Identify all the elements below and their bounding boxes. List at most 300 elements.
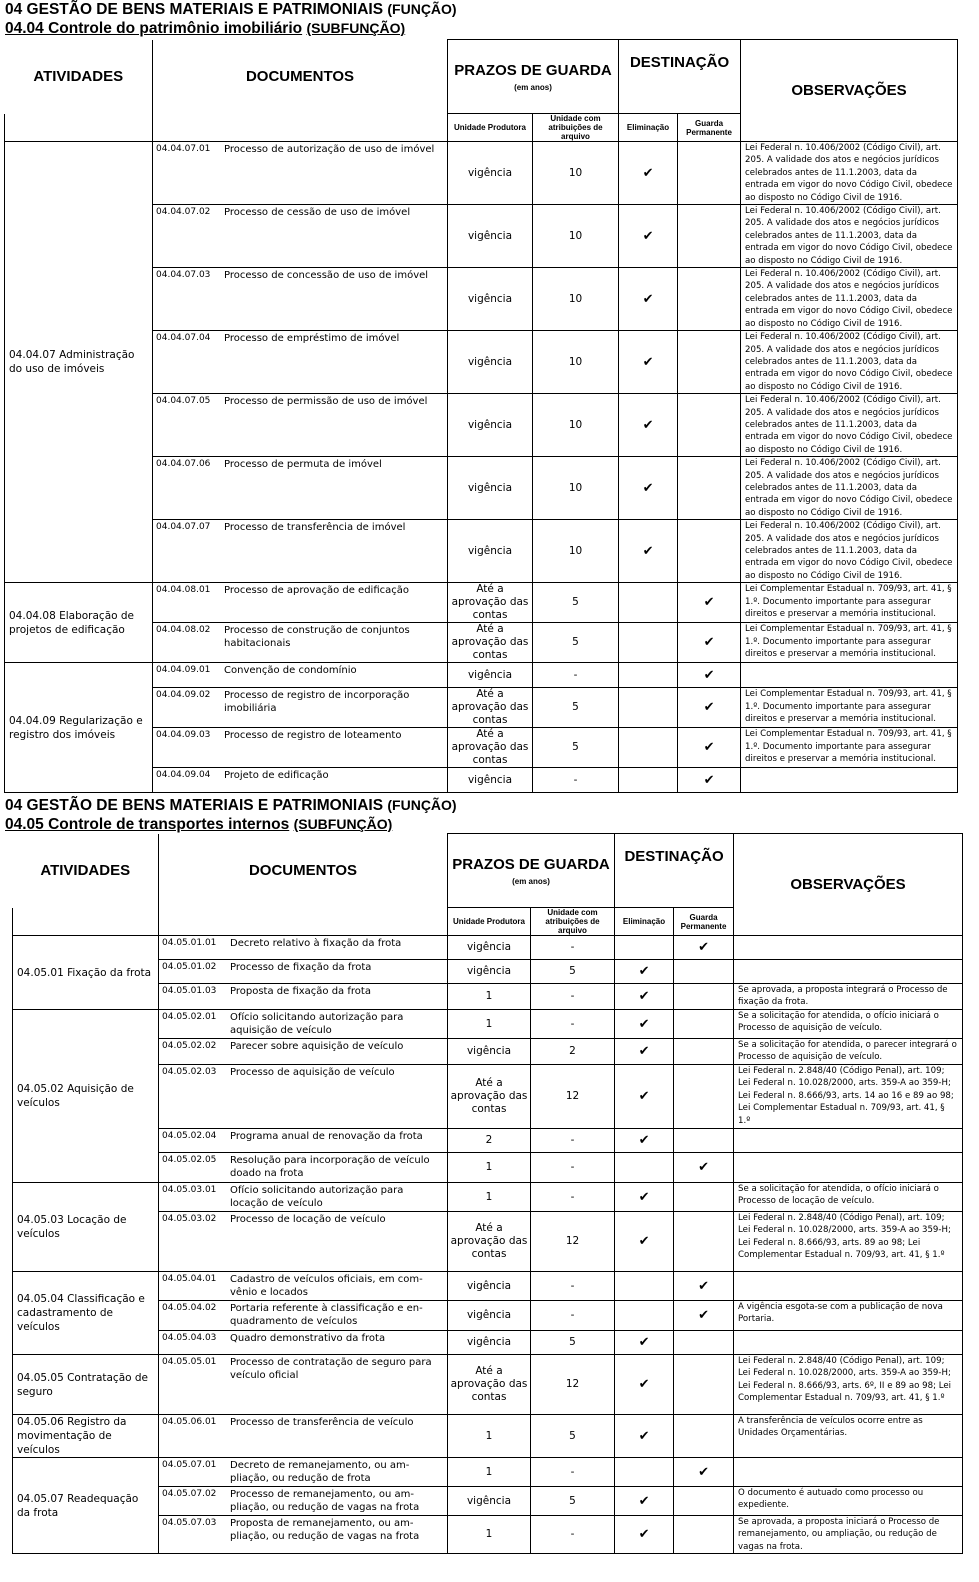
header-guarda-permanente: Guarda Permanente [678,114,741,142]
document-title: Processo de empréstimo de imóvel [224,333,400,345]
prazos-unit-label: (em anos) [514,82,552,92]
observacoes-cell: Lei Federal n. 10.406/2002 (Código Civil), art. 205. A validade dos atos e negócios jurídicos celebrados antes de 11.1.2003, data da entrada em vigor do novo Código Civil, obedece ao disposto no Código Civil de 1916. [741,142,958,205]
header-prazos [448,834,615,908]
table-row [5,142,958,205]
permanente-cell [674,936,734,960]
permanente-cell [674,960,734,984]
permanente-cell [674,1065,734,1129]
document-code: 04.04.07.03 [156,270,211,281]
document-entry [153,205,447,220]
produtora-cell: vigência [448,1487,531,1516]
observacoes-cell: Lei Complementar Estadual n. 709/93, art. 41, § 1.º. Documento importante para assegurar direitos e preservar a memória institucional. [741,583,958,623]
checkmark-icon: ✔ [642,417,654,433]
document-code: 04.04.07.05 [156,396,211,407]
permanente-cell [674,1415,734,1458]
document-code: 04.05.01.03 [162,986,217,996]
document-title: Processo de contratação de seguro para veículo oficial [230,1357,432,1381]
document-title: Portaria referente à classificação e en-quadramento de veículos [230,1303,423,1327]
document-code: 04.04.07.02 [156,207,211,218]
document-entry [159,1272,447,1300]
document-code: 04.05.01.01 [162,938,217,948]
permanente-cell [674,1183,734,1212]
produtora-cell: vigência [448,663,533,688]
subfuncao-name: 04.04 Controle do patrimônio imobiliário [5,20,303,37]
observacoes-cell: Lei Federal n. 10.406/2002 (Código Civil), art. 205. A validade dos atos e negócios jurídicos celebrados antes de 11.1.2003, data da entrada em vigor do novo Código Civil, obedece ao disposto no Código Civil de 1916. [741,457,958,520]
activity-cell: 04.05.05 Contratação de seguro [13,1355,159,1415]
arquivo-cell: 5 [531,960,615,984]
produtora-cell: 1 [448,1516,531,1554]
permanente-cell [678,623,741,663]
document-code: 04.05.05.01 [162,1357,217,1367]
eliminacao-cell [615,1487,674,1516]
arquivo-cell: - [531,1183,615,1212]
eliminacao-cell [619,623,678,663]
document-cell [159,1516,448,1554]
retention-table-04-05 [12,833,963,1554]
document-cell [153,142,448,205]
eliminacao-cell [619,394,678,457]
document-cell [153,457,448,520]
document-entry [153,768,447,783]
arquivo-cell: 12 [531,1065,615,1129]
produtora-cell: vigência [448,457,533,520]
document-title: Proposta de fixação da frota [230,986,371,997]
document-code: 04.04.09.03 [156,730,211,741]
document-title: Processo de registro de incorporação imobiliária [224,690,410,715]
document-title: Processo de transferência de veículo [230,1417,414,1428]
document-title: Resolução para incorporação de veículo doado na frota [230,1155,430,1179]
document-title: Processo de aquisição de veículo [230,1067,395,1078]
permanente-cell [678,663,741,688]
checkmark-icon: ✔ [698,1160,709,1175]
header-atividades-blank [5,114,153,142]
eliminacao-cell [615,1301,674,1331]
header-observacoes: OBSERVAÇÕES [734,834,963,936]
permanente-cell [674,1129,734,1153]
document-cell [153,331,448,394]
eliminacao-cell [619,583,678,623]
eliminacao-cell [615,1415,674,1458]
permanente-cell [678,688,741,728]
permanente-cell [674,1355,734,1415]
section-04-05 [0,796,979,834]
checkmark-icon: ✔ [642,543,654,559]
document-entry [159,1331,447,1346]
arquivo-cell: 10 [533,457,619,520]
document-cell [159,1355,448,1415]
checkmark-icon: ✔ [638,1189,650,1205]
document-title: Convenção de condomínio [224,665,357,677]
document-entry [159,1153,447,1181]
document-cell [159,1272,448,1301]
document-entry [159,1355,447,1383]
document-code: 04.05.04.01 [162,1274,217,1284]
document-entry [153,268,447,283]
document-cell [159,960,448,984]
document-title: Processo de permissão de uso de imóvel [224,396,428,408]
document-entry [159,984,447,999]
eliminacao-cell [619,457,678,520]
eliminacao-cell [615,1065,674,1129]
arquivo-cell: 10 [533,331,619,394]
document-title: Processo de registro de loteamento [224,730,402,742]
produtora-cell: 1 [448,1010,531,1039]
observacoes-cell: Se a solicitação for atendida, o parecer integrará o Processo de aquisição de veículo. [734,1039,963,1065]
document-entry [159,1415,447,1430]
activity-cell: 04.04.07 Administração do uso de imóveis [5,142,153,583]
produtora-cell: vigência [448,768,533,793]
table-row [5,663,958,688]
header-destinacao: DESTINAÇÃO [619,40,741,114]
observacoes-cell: Lei Complementar Estadual n. 709/93, art. 41, § 1.º. Documento importante para assegurar direitos e preservar a memória institucional. [741,688,958,728]
document-entry [159,1301,447,1329]
subfuncao-suffix: (SUBFUNÇÃO) [306,20,406,36]
document-cell [153,728,448,768]
funcao-suffix: (FUNÇÃO) [387,1,457,17]
document-cell [159,1065,448,1129]
observacoes-cell: Lei Federal n. 10.406/2002 (Código Civil), art. 205. A validade dos atos e negócios jurídicos celebrados antes de 11.1.2003, data da entrada em vigor do novo Código Civil, obedece ao disposto no Código Civil de 1916. [741,268,958,331]
observacoes-cell: Se a solicitação for atendida, o ofício iniciará o Processo de aquisição de veículo. [734,1010,963,1039]
arquivo-cell: 5 [533,728,619,768]
subfuncao-title [0,815,979,834]
permanente-cell [674,1272,734,1301]
arquivo-cell: 10 [533,520,619,583]
arquivo-cell: 10 [533,142,619,205]
activity-cell: 04.05.04 Classificação e cadastramento de veículos [13,1272,159,1355]
document-code: 04.05.02.05 [162,1155,217,1165]
prazos-label: PRAZOS DE GUARDA [452,855,610,873]
observacoes-cell: Lei Federal n. 2.848/40 (Código Penal), art. 109; Lei Federal n. 10.028/2000, arts. 359-A ao 359-H; Lei Federal n. 8.666/93, arts. 14 ao 16 e 89 ao 98; Lei Complementar Estadual n. 709/93, art. 41, § 1.º [734,1065,963,1129]
permanente-cell [674,1516,734,1554]
eliminacao-cell [615,984,674,1010]
permanente-cell [678,142,741,205]
document-code: 04.05.04.02 [162,1303,217,1313]
eliminacao-cell [619,728,678,768]
observacoes-cell: Lei Complementar Estadual n. 709/93, art. 41, § 1.º. Documento importante para assegurar direitos e preservar a memória institucional. [741,728,958,768]
document-entry [153,331,447,346]
funcao-title [0,0,979,19]
produtora-cell: vigência [448,1301,531,1331]
document-title: Processo de autorização de uso de imóvel [224,144,435,155]
section-04-04 [0,0,979,38]
checkmark-icon: ✔ [642,480,654,496]
eliminacao-cell [615,936,674,960]
arquivo-cell: - [531,1153,615,1183]
arquivo-cell: 5 [531,1487,615,1516]
document-cell [159,1331,448,1355]
observacoes-cell [741,663,958,688]
document-entry [159,1212,447,1227]
arquivo-cell: 5 [531,1415,615,1458]
observacoes-cell [734,1153,963,1183]
produtora-cell: Até a aprovação das contas [448,583,533,623]
produtora-cell: 1 [448,1153,531,1183]
eliminacao-cell [619,520,678,583]
header-unidade-produtora: Unidade Produtora [448,114,533,142]
header-documentos: DOCUMENTOS [159,834,448,908]
arquivo-cell: 10 [533,394,619,457]
checkmark-icon: ✔ [638,1133,650,1148]
observacoes-cell [741,768,958,793]
checkmark-icon: ✔ [638,989,650,1004]
observacoes-cell: Lei Federal n. 10.406/2002 (Código Civil), art. 205. A validade dos atos e negócios jurídicos celebrados antes de 11.1.2003, data da entrada em vigor do novo Código Civil, obedece ao disposto no Código Civil de 1916. [741,331,958,394]
header-atividades-blank [13,908,159,936]
document-code: 04.04.07.04 [156,333,211,344]
document-title: Processo de aprovação de edificação [224,585,409,597]
document-cell [159,1010,448,1039]
eliminacao-cell [615,1516,674,1554]
document-cell [159,1415,448,1458]
document-entry [159,1039,447,1054]
document-title: Decreto relativo à fixação da frota [230,938,402,949]
document-title: Parecer sobre aquisição de veículo [230,1041,404,1052]
arquivo-cell: - [531,1272,615,1301]
eliminacao-cell [619,688,678,728]
arquivo-cell: 5 [531,1331,615,1355]
permanente-cell [674,1010,734,1039]
eliminacao-cell [615,1331,674,1355]
permanente-cell [674,1153,734,1183]
document-cell [159,936,448,960]
document-entry [153,728,447,743]
observacoes-cell [734,936,963,960]
produtora-cell: vigência [448,331,533,394]
arquivo-cell: - [533,663,619,688]
arquivo-cell: - [531,936,615,960]
produtora-cell: Até a aprovação das contas [448,1355,531,1415]
observacoes-cell [734,1331,963,1355]
document-code: 04.05.02.04 [162,1131,217,1141]
document-entry [153,583,447,598]
document-title: Processo de locação de veículo [230,1214,386,1225]
document-code: 04.04.09.01 [156,665,211,676]
permanente-cell [674,1458,734,1487]
document-code: 04.05.07.02 [162,1489,217,1499]
document-cell [159,1183,448,1212]
arquivo-cell: 5 [533,688,619,728]
document-title: Processo de concessão de uso de imóvel [224,270,429,282]
checkmark-icon: ✔ [638,1044,650,1059]
activity-cell: 04.04.09 Regularização e registro dos imóveis [5,663,153,793]
observacoes-cell: Se aprovada, a proposta integrará o Processo de fixação da frota. [734,984,963,1010]
permanente-cell [674,1331,734,1355]
eliminacao-cell [615,1039,674,1065]
eliminacao-cell [615,1272,674,1301]
arquivo-cell: 12 [531,1355,615,1415]
checkmark-icon: ✔ [638,964,650,979]
produtora-cell: vigência [448,142,533,205]
document-title: Proposta de remanejamento, ou am-pliação, ou redução de vagas na frota [230,1518,420,1542]
document-title: Processo de permuta de imóvel [224,459,382,471]
eliminacao-cell [615,1129,674,1153]
checkmark-icon: ✔ [703,667,715,683]
table-row [13,1355,963,1415]
table-row [13,1272,963,1301]
document-entry [159,960,447,975]
header-atividades: ATIVIDADES [5,40,153,114]
checkmark-icon: ✔ [638,1493,650,1509]
permanente-cell [678,331,741,394]
document-entry [153,142,447,157]
header-unidade-produtora: Unidade Produtora [448,908,531,936]
document-code: 04.04.08.01 [156,585,211,596]
permanente-cell [674,1212,734,1272]
eliminacao-cell [619,142,678,205]
prazos-label: PRAZOS DE GUARDA [454,61,612,79]
document-cell [153,688,448,728]
permanente-cell [674,1487,734,1516]
checkmark-icon: ✔ [638,1016,650,1032]
produtora-cell: vigência [448,205,533,268]
arquivo-cell: - [531,1301,615,1331]
checkmark-icon: ✔ [638,1089,650,1104]
header-observacoes: OBSERVAÇÕES [741,40,958,142]
table-row [13,1415,963,1458]
produtora-cell: Até a aprovação das contas [448,1212,531,1272]
arquivo-cell: - [531,1010,615,1039]
produtora-cell: Até a aprovação das contas [448,1065,531,1129]
observacoes-cell: Lei Federal n. 2.848/40 (Código Penal), art. 109; Lei Federal n. 10.028/2000, arts. 359-A ao 359-H; Lei Federal n. 8.666/93, arts. 89 ao 98; Lei Complementar Estadual n. 709/93, art. 41, § 1.º [734,1212,963,1272]
arquivo-cell: 5 [533,583,619,623]
document-cell [159,1039,448,1065]
produtora-cell: vigência [448,1272,531,1301]
checkmark-icon: ✔ [638,1527,650,1543]
header-eliminacao: Eliminação [615,908,674,936]
table-row [13,1458,963,1487]
document-code: 04.05.02.01 [162,1012,217,1022]
observacoes-cell: O documento é autuado como processo ou expediente. [734,1487,963,1516]
funcao-name: 04 GESTÃO DE BENS MATERIAIS E PATRIMONIAIS [5,797,384,814]
document-entry [153,394,447,409]
checkmark-icon: ✔ [638,1335,650,1350]
document-cell [159,1129,448,1153]
checkmark-icon: ✔ [703,700,715,716]
document-cell [159,1301,448,1331]
header-documentos: DOCUMENTOS [153,40,448,114]
eliminacao-cell [619,331,678,394]
checkmark-icon: ✔ [638,1234,650,1249]
permanente-cell [674,984,734,1010]
eliminacao-cell [615,1183,674,1212]
document-code: 04.04.07.06 [156,459,211,470]
permanente-cell [678,205,741,268]
document-code: 04.05.03.01 [162,1185,217,1195]
arquivo-cell: 10 [533,268,619,331]
document-title: Projeto de edificação [224,770,329,782]
checkmark-icon: ✔ [698,1278,709,1294]
document-cell [153,520,448,583]
document-entry [153,688,447,716]
eliminacao-cell [619,663,678,688]
produtora-cell: vigência [448,960,531,984]
document-entry [159,1065,447,1080]
produtora-cell: 1 [448,1458,531,1487]
checkmark-icon: ✔ [642,165,654,181]
document-code: 04.05.04.03 [162,1333,217,1343]
header-atividades: ATIVIDADES [13,834,159,908]
funcao-name: 04 GESTÃO DE BENS MATERIAIS E PATRIMONIAIS [5,1,384,18]
arquivo-cell: 2 [531,1039,615,1065]
document-entry [159,1458,447,1486]
retention-table-04-04 [4,39,958,793]
header-unidade-arquivo: Unidade com atribuições de arquivo [531,908,615,936]
arquivo-cell: - [531,1458,615,1487]
document-cell [153,205,448,268]
document-code: 04.05.07.01 [162,1460,217,1470]
observacoes-cell: Lei Federal n. 10.406/2002 (Código Civil), art. 205. A validade dos atos e negócios jurídicos celebrados antes de 11.1.2003, data da entrada em vigor do novo Código Civil, obedece ao disposto no Código Civil de 1916. [741,520,958,583]
observacoes-cell: Lei Federal n. 10.406/2002 (Código Civil), art. 205. A validade dos atos e negócios jurídicos celebrados antes de 11.1.2003, data da entrada em vigor do novo Código Civil, obedece ao disposto no Código Civil de 1916. [741,205,958,268]
document-code: 04.04.07.07 [156,522,211,533]
arquivo-cell: - [531,1129,615,1153]
checkmark-icon: ✔ [638,1377,650,1392]
document-title: Decreto de remanejamento, ou am-pliação, ou redução de frota [230,1460,410,1484]
eliminacao-cell [615,1458,674,1487]
funcao-title [0,796,979,815]
document-title: Ofício solicitando autorização para locação de veículo [230,1185,404,1209]
observacoes-cell: Lei Federal n. 10.406/2002 (Código Civil), art. 205. A validade dos atos e negócios jurídicos celebrados antes de 11.1.2003, data da entrada em vigor do novo Código Civil, obedece ao disposto no Código Civil de 1916. [741,394,958,457]
produtora-cell: vigência [448,268,533,331]
permanente-cell [678,268,741,331]
document-title: Processo de fixação da frota [230,962,372,973]
checkmark-icon: ✔ [698,1464,709,1480]
document-entry [153,623,447,651]
checkmark-icon: ✔ [642,354,654,370]
checkmark-icon: ✔ [638,1428,650,1444]
produtora-cell: vigência [448,520,533,583]
activity-cell: 04.05.06 Registro da movimentação de veículos [13,1415,159,1458]
produtora-cell: vigência [448,1331,531,1355]
observacoes-cell: Se a solicitação for atendida, o ofício iniciará o Processo de locação de veículo. [734,1183,963,1212]
document-entry [153,457,447,472]
checkmark-icon: ✔ [698,1308,709,1323]
observacoes-cell: Lei Complementar Estadual n. 709/93, art. 41, § 1.º. Documento importante para assegurar direitos e preservar a memória institucional. [741,623,958,663]
checkmark-icon: ✔ [698,940,709,955]
document-title: Ofício solicitando autorização para aquisição de veículo [230,1012,404,1036]
observacoes-cell: A transferência de veículos ocorre entre as Unidades Orçamentárias. [734,1415,963,1458]
eliminacao-cell [619,205,678,268]
observacoes-cell: Lei Federal n. 2.848/40 (Código Penal), art. 109; Lei Federal n. 10.028/2000, arts. 359-A ao 359-H; Lei Federal n. 8.666/93, arts. 6º, II e 89 ao 98; Lei Complementar Estadual n. 709/93, art. 41, § 1.º [734,1355,963,1415]
document-entry [159,1183,447,1211]
header-prazos [448,40,619,114]
subfuncao-suffix: (SUBFUNÇÃO) [293,816,393,832]
produtora-cell: 2 [448,1129,531,1153]
arquivo-cell: 12 [531,1212,615,1272]
document-code: 04.05.01.02 [162,962,217,972]
document-code: 04.05.02.02 [162,1041,217,1051]
document-title: Processo de transferência de imóvel [224,522,406,534]
checkmark-icon: ✔ [703,635,715,651]
document-cell [159,1212,448,1272]
observacoes-cell [734,1129,963,1153]
permanente-cell [678,520,741,583]
produtora-cell: 1 [448,1415,531,1458]
permanente-cell [678,457,741,520]
document-entry [159,1129,447,1144]
arquivo-cell: 5 [533,623,619,663]
document-entry [159,1010,447,1038]
activity-cell: 04.05.07 Readequação da frota [13,1458,159,1554]
document-entry [153,520,447,535]
eliminacao-cell [615,960,674,984]
header-documentos-blank [153,114,448,142]
header-unidade-arquivo: Unidade com atribuições de arquivo [533,114,619,142]
eliminacao-cell [619,268,678,331]
observacoes-cell [734,1458,963,1487]
document-code: 04.05.07.03 [162,1518,217,1528]
document-title: Processo de cessão de uso de imóvel [224,207,411,219]
eliminacao-cell [615,1212,674,1272]
document-title: Programa anual de renovação da frota [230,1131,423,1142]
